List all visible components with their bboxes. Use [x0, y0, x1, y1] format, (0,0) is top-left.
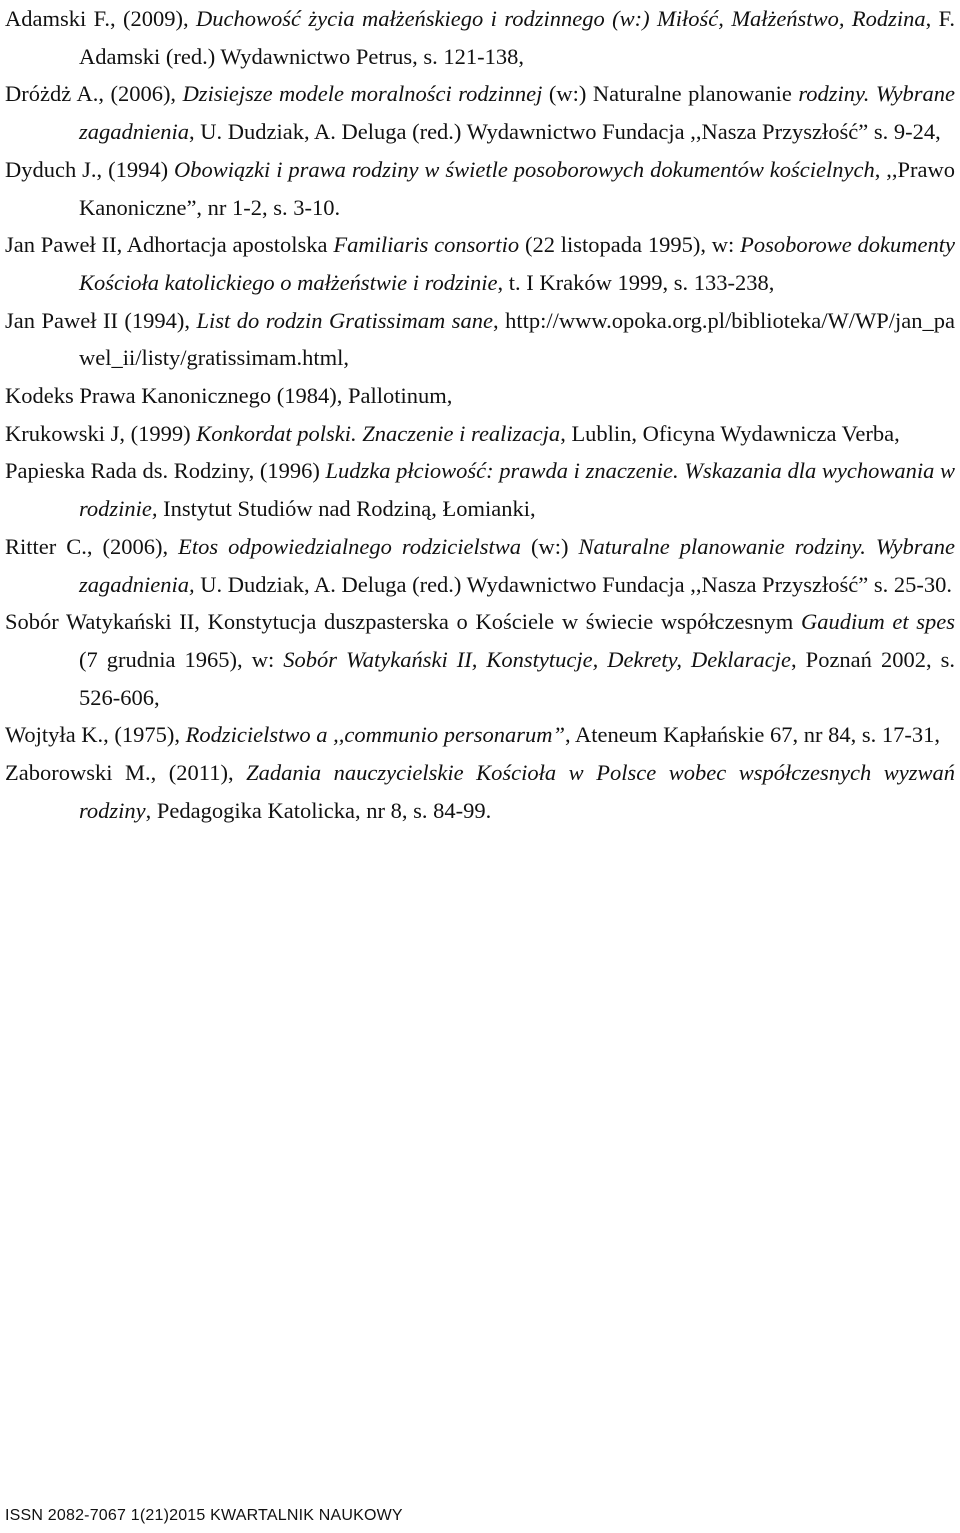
entry-title: Posoborowe dokumenty Kościoła katolickiego o małżeństwie i rodzinie [79, 232, 956, 295]
entry-text: Sobór Watykański II, Konstytucja duszpasterska o Kościele w świecie współczesnym [5, 609, 801, 635]
entry-title: Zadania nauczycielskie Kościoła w Polsce wobec współczesnych wyzwań rodziny [79, 760, 955, 823]
bib-entry [5, 226, 955, 301]
bibliography [5, 0, 955, 829]
entry-text: , t. I Kraków 1999, s. 133-238, [497, 269, 775, 295]
entry-text: U. Dudziak, A. Deluga (red.) Wydawnictwo Fundacja ,,Nasza Przyszłość” s. 25-30. [194, 571, 953, 597]
entry-text: Jan Paweł II, Adhortacja apostolska [5, 232, 334, 258]
entry-title: rodziny. Wybrane zagadnienia [79, 81, 956, 145]
journal-footer: ISSN 2082-7067 1(21)2015 KWARTALNIK NAUKOWY [5, 1507, 403, 1524]
entry-text: Adamski F., (2009), [5, 6, 197, 31]
entry-text: , ,,Prawo Kanoniczne”, nr 1-2, s. 3-10. [79, 156, 955, 220]
entry-text: , U. Dudziak, A. Deluga (red.) Wydawnictwo Fundacja ,,Nasza Przyszłość” s. 9-24, [189, 119, 941, 145]
entry-text: , Lublin, Oficyna Wydawnicza Verba, [560, 420, 900, 446]
entry-text: (7 grudnia 1965), w: [79, 646, 284, 672]
bib-entry [5, 754, 955, 829]
entry-text: (w:) [521, 533, 579, 559]
bib-entry [5, 528, 955, 603]
entry-url[interactable]: , http://www.opoka.org.pl/biblioteka/W/WP/jan_pawel_ii/listy/gratissimam.html, [79, 307, 956, 371]
entry-text: Zaborowski M., (2011), [5, 760, 247, 786]
entry-text: , Ateneum Kapłańskie 67, nr 84, s. 17-31, [565, 722, 940, 748]
entry-title: Sobór Watykański II, Konstytucje, Dekrety, Deklaracje [283, 646, 792, 672]
entry-text: Krukowski J, (1999) [5, 420, 197, 446]
entry-title: Familiaris consortio [333, 232, 520, 258]
entry-text: , Pedagogika Katolicka, nr 8, s. 84-99. [145, 797, 492, 823]
bib-entry [5, 302, 955, 377]
bib-entry [5, 0, 955, 75]
entry-text: (w:) Naturalne planowanie [542, 81, 799, 107]
entry-title: Konkordat polski. Znaczenie i realizacja [196, 420, 561, 446]
entry-text: Ritter C., (2006), [5, 533, 179, 559]
bib-entry [5, 452, 955, 527]
entry-title: Obowiązki i prawa rodziny w świetle posoborowych dokumentów kościelnych [174, 156, 875, 182]
entry-title: Naturalne planowanie rodziny. Wybrane zagadnienia, [79, 533, 955, 597]
entry-title: List do rodzin Gratissimam sane [196, 307, 493, 333]
entry-text: Wojtyła K., (1975), [5, 722, 186, 748]
entry-title: Duchowość życia małżeńskiego i rodzinnego (w:) Miłość, Małżeństwo, Rodzina [196, 6, 926, 31]
entry-title: Gaudium et spes [800, 609, 955, 635]
bib-entry [5, 151, 955, 226]
entry-title: Dzisiejsze modele moralności rodzinnej [182, 81, 543, 107]
bib-entry [5, 716, 955, 754]
bib-entry [5, 603, 955, 716]
entry-title: Rodzicielstwo a ,,communio personarum” [185, 722, 566, 748]
entry-text: , Poznań 2002, s. 526-606, [79, 646, 955, 710]
bib-entry [5, 377, 955, 415]
entry-text: Dyduch J., (1994) [5, 156, 175, 182]
entry-text: Jan Paweł II (1994), [5, 307, 197, 333]
entry-text: (22 listopada 1995), w: [519, 232, 741, 258]
entry-title: Etos odpowiedzialnego rodzicielstwa [178, 533, 522, 559]
bib-entry [5, 75, 955, 150]
entry-text: Papieska Rada ds. Rodziny, (1996) [5, 458, 326, 484]
entry-title: Ludzka płciowość: prawda i znaczenie. Wskazania dla wychowania w rodzinie, [79, 458, 955, 522]
entry-text: Kodeks Prawa Kanonicznego (1984), Pallotinum, [5, 383, 453, 409]
bib-entry [5, 415, 955, 453]
entry-text: Instytut Studiów nad Rodziną, Łomianki, [157, 496, 536, 522]
entry-text: , F. Adamski (red.) Wydawnictwo Petrus, s. 121-138, [79, 6, 955, 69]
entry-text: Dróżdż A., (2006), [5, 81, 183, 107]
